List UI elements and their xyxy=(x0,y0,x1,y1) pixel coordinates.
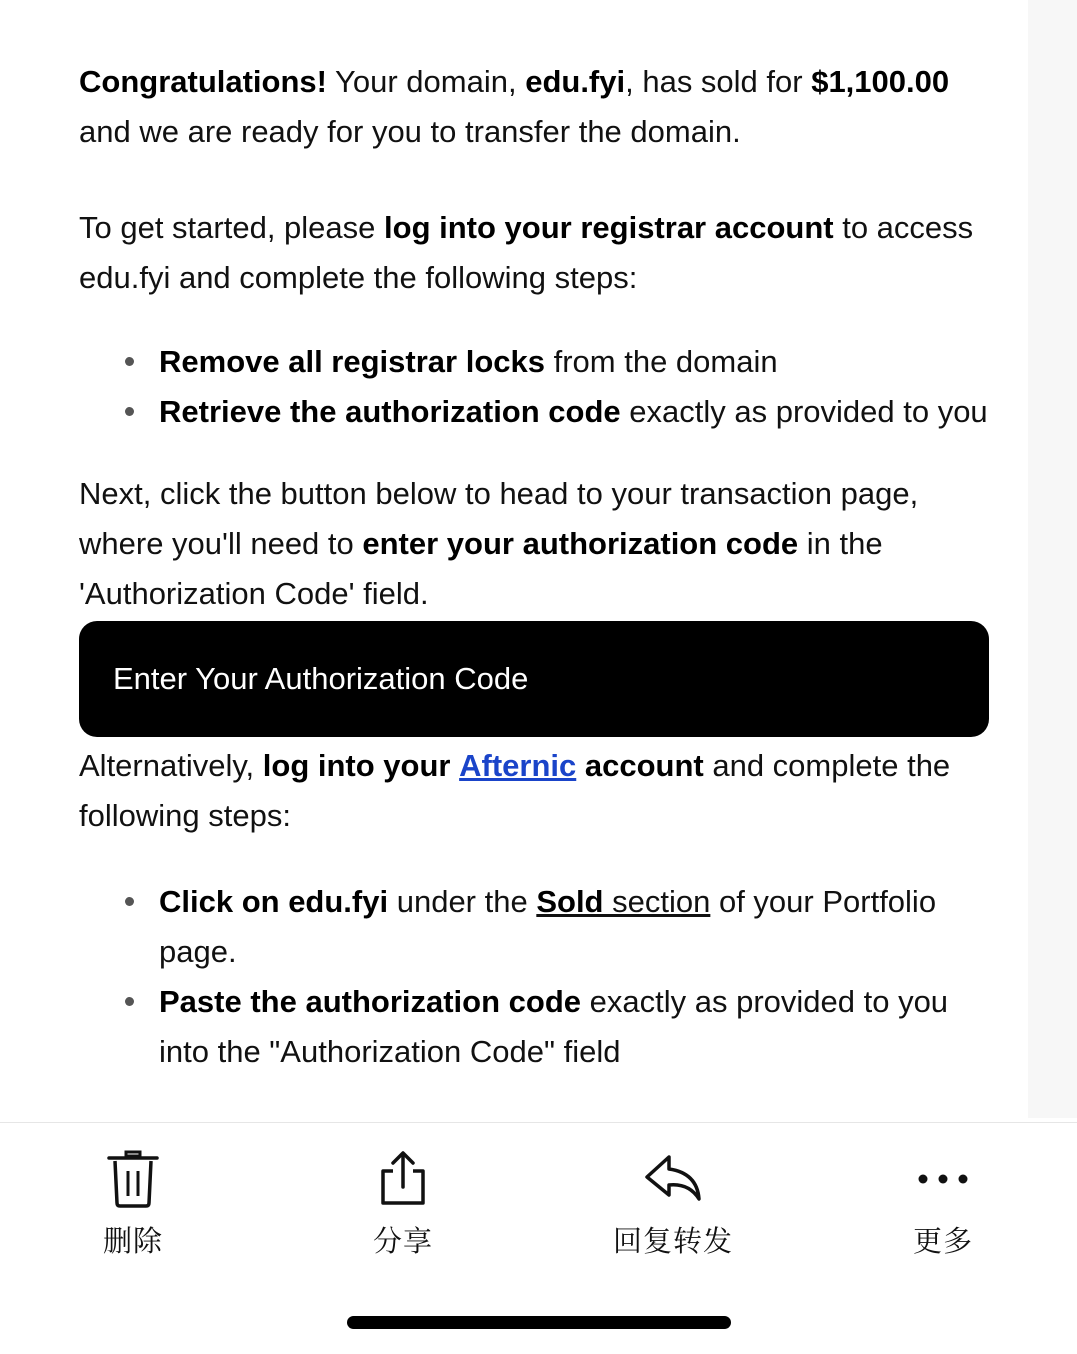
enter-authorization-code-button[interactable]: Enter Your Authorization Code xyxy=(79,621,989,737)
more-label: 更多 xyxy=(912,1224,973,1258)
next-paragraph: Next, click the button below to head to your transaction page, where you'll need to enter your authorization code in the 'Authorization Code' field. xyxy=(79,476,919,611)
alternative-paragraph: Alternatively, log into your Afternic account and complete the following steps: xyxy=(79,748,951,833)
email-body xyxy=(79,57,994,1077)
congrats-paragraph: Congratulations! Your domain, edu.fyi, has sold for $1,100.00 and we are ready for you to transfer the domain. xyxy=(79,64,950,149)
share-icon xyxy=(333,1149,473,1209)
afternic-steps-list xyxy=(79,877,994,1077)
more-icon xyxy=(873,1149,1013,1209)
trash-icon xyxy=(63,1149,203,1209)
reply-forward-label: 回复转发 xyxy=(612,1224,733,1258)
scroll-edge xyxy=(1028,0,1077,1118)
home-indicator[interactable] xyxy=(347,1316,731,1329)
list-item: Paste the authorization code exactly as provided to you into the "Authorization Code" field xyxy=(159,977,994,1077)
registrar-steps-list xyxy=(79,337,994,437)
delete-label: 删除 xyxy=(102,1224,163,1258)
reply-icon xyxy=(603,1149,743,1209)
share-button[interactable] xyxy=(333,1149,473,1260)
list-item: Remove all registrar locks from the domain xyxy=(159,337,994,387)
get-started-paragraph: To get started, please log into your registrar account to access edu.fyi and complete the following steps: xyxy=(79,210,974,295)
share-label: 分享 xyxy=(372,1224,433,1258)
more-button[interactable] xyxy=(873,1149,1013,1260)
reply-forward-button[interactable] xyxy=(603,1149,743,1260)
list-item: Click on edu.fyi under the Sold section of your Portfolio page. xyxy=(159,877,994,977)
delete-button[interactable] xyxy=(63,1149,203,1260)
list-item: Retrieve the authorization code exactly as provided to you xyxy=(159,387,994,437)
sold-section-link[interactable]: Sold section xyxy=(536,884,711,919)
afternic-link[interactable]: Afternic xyxy=(459,748,577,783)
